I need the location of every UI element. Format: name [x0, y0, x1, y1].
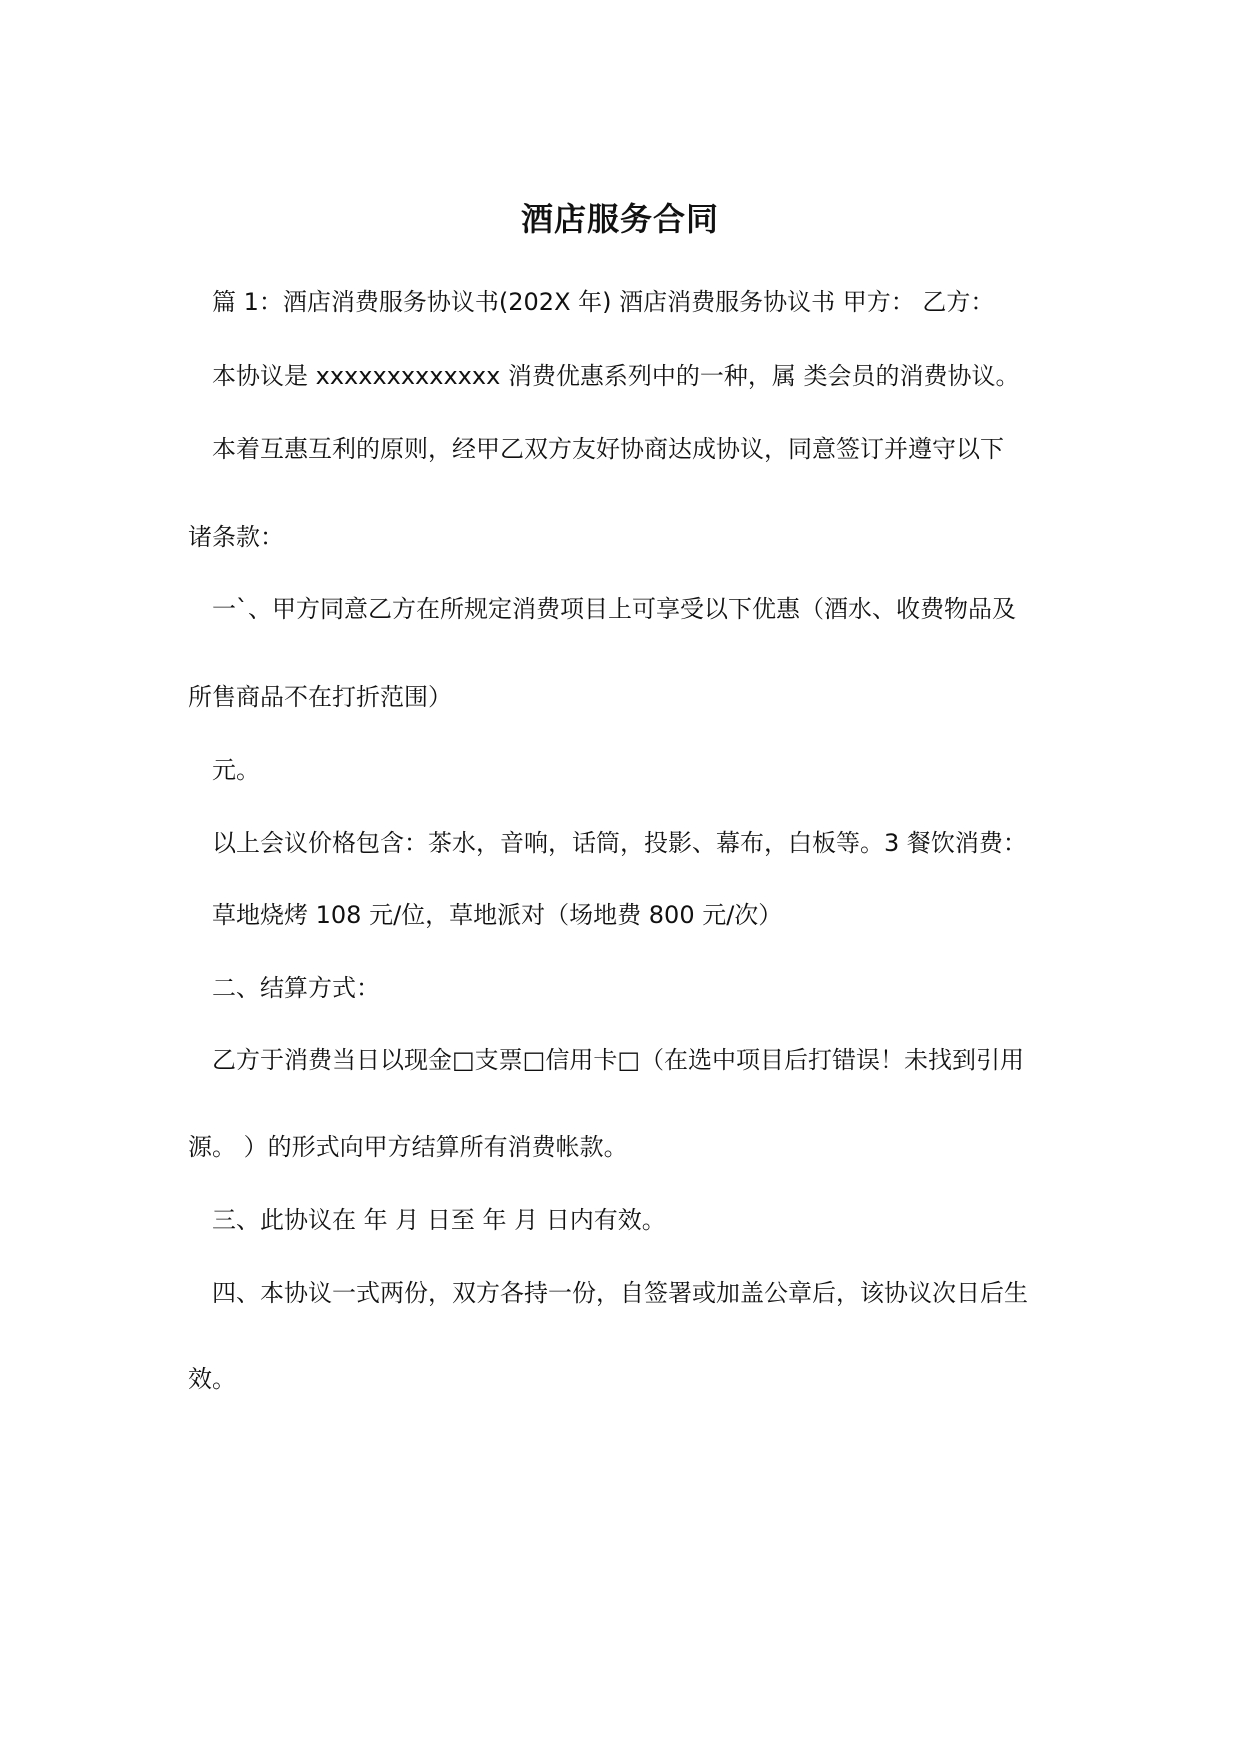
paragraph-line: 篇 1：酒店消费服务协议书(202X 年) 酒店消费服务协议书 甲方： 乙方：: [212, 288, 995, 316]
paragraph-line: 元。: [212, 756, 260, 784]
paragraph-line: 草地烧烤 108 元/位，草地派对（场地费 800 元/次）: [212, 901, 783, 929]
document-title: 酒店服务合同: [520, 200, 719, 238]
paragraph-line: 乙方于消费当日以现金□支票□信用卡□（在选中项目后打错误！未找到引用: [212, 1046, 1025, 1074]
paragraph-line: 本着互惠互利的原则，经甲乙双方友好协商达成协议，同意签订并遵守以下: [212, 435, 1004, 463]
paragraph-line: 二、结算方式：: [212, 974, 380, 1002]
paragraph-line: 一`、甲方同意乙方在所规定消费项目上可享受以下优惠（酒水、收费物品及: [212, 595, 1016, 623]
paragraph-line: 四、本协议一式两份，双方各持一份，自签署或加盖公章后，该协议次日后生: [212, 1279, 1028, 1307]
paragraph-line: 所售商品不在打折范围）: [188, 683, 452, 711]
paragraph-line: 以上会议价格包含：茶水，音响，话筒，投影、幕布，白板等。3 餐饮消费：: [212, 829, 1027, 857]
paragraph-line: 效。: [188, 1365, 236, 1393]
paragraph-line: 源。 ）的形式向甲方结算所有消费帐款。: [188, 1133, 628, 1161]
paragraph-line: 诸条款：: [188, 523, 284, 551]
paragraph-line: 本协议是 xxxxxxxxxxxxx 消费优惠系列中的一种，属 类会员的消费协议。: [212, 362, 1020, 390]
paragraph-line: 三、此协议在 年 月 日至 年 月 日内有效。: [212, 1206, 666, 1234]
